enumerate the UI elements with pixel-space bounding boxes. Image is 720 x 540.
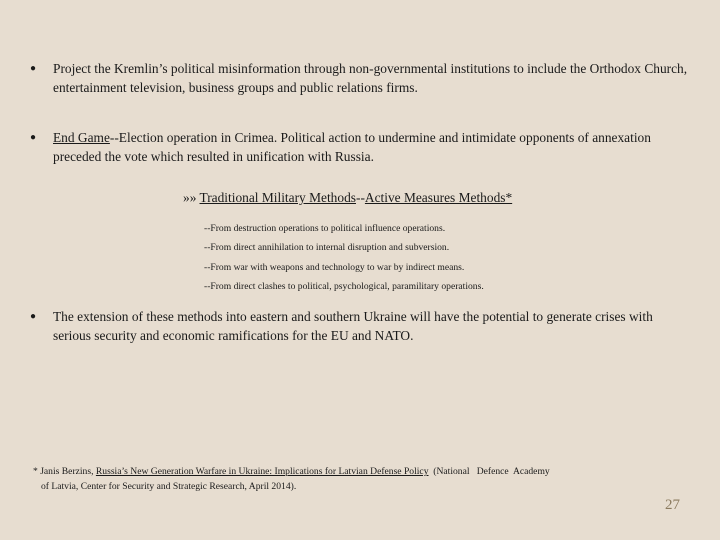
footnote-line-1 [33, 464, 673, 479]
methods-list-item: --From destruction operations to political influence operations. [204, 223, 446, 234]
bullet-marker: ● [30, 63, 37, 74]
footnote-title: Russia’s New Generation Warfare in Ukraine: Implications for Latvian Defense Policy [95, 466, 429, 477]
bullet-marker: ● [30, 311, 37, 322]
methods-separator: -- [355, 190, 365, 205]
page-number: 27 [665, 497, 680, 513]
footnote [33, 464, 673, 494]
bullet-text: The extension of these methods into eastern and southern Ukraine will have the potential to generate crises with serious security and economic ramifications for the EU and NATO. [53, 309, 653, 343]
active-measures-label: Active Measures Methods* [364, 190, 513, 205]
footnote-suffix: (National Defence Academy [428, 466, 550, 477]
bullet-text: Project the Kremlin’s political misinformation through non-governmental institutions to include the Orthodox Church, entertainment television, business groups and public relations firms. [53, 61, 688, 95]
end-game-text: --Election operation in Crimea. Political action to undermine and intimidate opponents of annexation preceded the vote which resulted in unification with Russia. [53, 130, 651, 164]
traditional-methods-label: Traditional Military Methods [199, 190, 356, 205]
footnote-prefix: * Janis Berzins, [33, 466, 96, 477]
methods-list [204, 219, 484, 296]
bullet-marker: ● [30, 132, 37, 143]
methods-list-item: --From direct clashes to political, psychological, paramilitary operations. [204, 280, 484, 292]
bullet-item-extension [30, 307, 690, 345]
bullet-item-end-game [30, 128, 690, 166]
end-game-label: End Game [53, 130, 110, 145]
methods-heading [183, 188, 512, 207]
bullet-text [53, 128, 690, 166]
methods-list-item: --From war with weapons and technology to war by indirect means. [204, 261, 465, 273]
footnote-line-2: of Latvia, Center for Security and Strategic Research, April 2014). [41, 481, 297, 492]
methods-list-item: --From direct annihilation to internal disruption and subversion. [204, 242, 450, 254]
methods-prefix: »» [183, 190, 200, 205]
bullet-item-misinformation [30, 59, 690, 97]
